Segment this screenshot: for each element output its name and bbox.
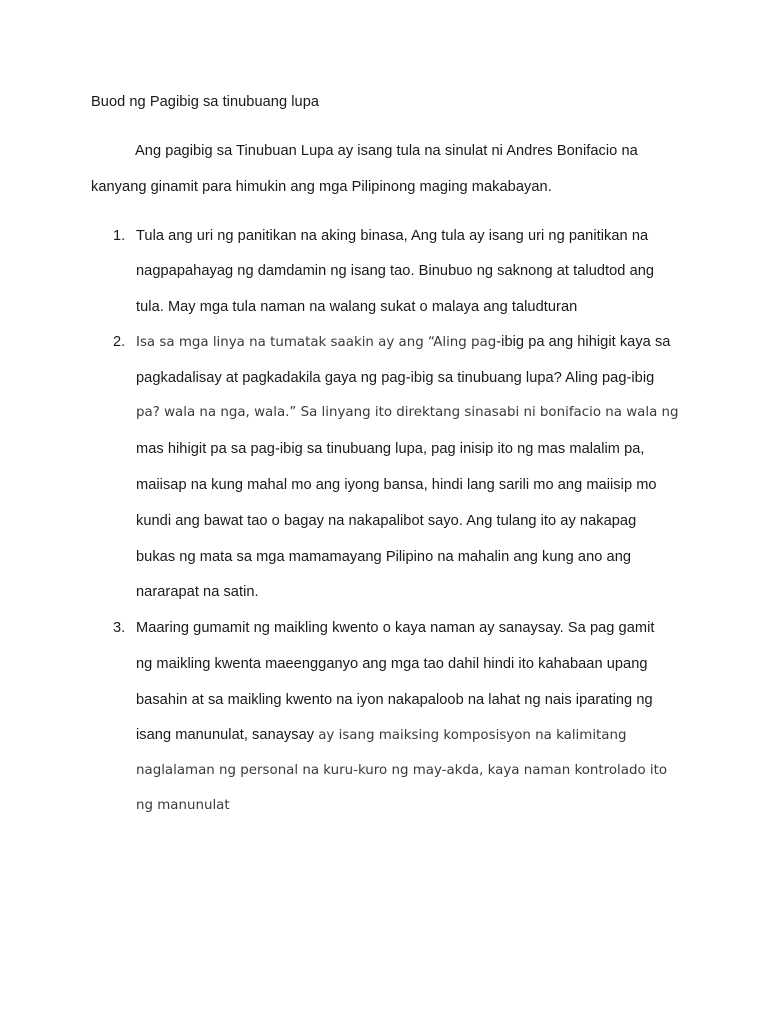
list-item-line: kundi ang bawat tao o bagay na nakapalibot sayo. Ang tulang ito ay nakapag (136, 513, 637, 529)
list-item-line: nararapat na satin. (136, 584, 259, 600)
list-item-line (136, 726, 626, 745)
document-title: Buod ng Pagibig sa tinubuang lupa (91, 94, 320, 110)
list-item-line: pa? wala na nga, wala.” Sa linyang ito direktang sinasabi ni bonifacio na wala ng (136, 405, 679, 420)
list-number: 1. (113, 228, 126, 244)
list-item-line: Tula ang uri ng panitikan na aking binasa, Ang tula ay isang uri ng panitikan na (136, 228, 649, 244)
list-item-text-segment: Isa sa mga linya na tumatak saakin ay ang “Aling pag (136, 335, 497, 350)
intro-line: kanyang ginamit para himukin ang mga Pilipinong maging makabayan. (91, 179, 552, 195)
list-item-text-segment: isang manunulat, sanaysay (136, 727, 319, 743)
list-item-line: tula. May mga tula naman na walang sukat o malaya ang taludturan (136, 299, 578, 315)
list-item-line: maiisap na kung mahal mo ang iyong bansa, hindi lang sarili mo ang maiisip mo (136, 477, 657, 493)
list-item-line: naglalaman ng personal na kuru-kuro ng may-akda, kaya naman kontrolado ito (136, 763, 668, 778)
list-number: 3. (113, 620, 126, 636)
list-item-line: nagpapahayag ng damdamin ng isang tao. Binubuo ng saknong at taludtod ang (136, 263, 655, 279)
list-item-text-segment: -ibig pa ang hihigit kaya sa (496, 334, 671, 350)
intro-line: Ang pagibig sa Tinubuan Lupa ay isang tula na sinulat ni Andres Bonifacio na (135, 143, 638, 159)
list-item-line: pagkadalisay at pagkadakila gaya ng pag-ibig sa tinubuang lupa? Aling pag-ibig (136, 370, 655, 386)
list-number: 2. (113, 334, 126, 350)
list-item-text-segment: ay isang maiksing komposisyon na kalimitang (318, 728, 627, 743)
list-item-line (136, 333, 670, 352)
list-item-line: ng maikling kwenta maeengganyo ang mga tao dahil hindi ito kahabaan upang (136, 656, 648, 672)
list-item-line: ng manunulat (136, 798, 230, 813)
list-item-line: Maaring gumamit ng maikling kwento o kaya naman ay sanaysay. Sa pag gamit (136, 620, 655, 636)
list-item-line: mas hihigit pa sa pag-ibig sa tinubuang lupa, pag inisip ito ng mas malalim pa, (136, 441, 645, 457)
list-item-line: basahin at sa maikling kwento na iyon nakapaloob na lahat ng nais iparating ng (136, 692, 653, 708)
list-item-line: bukas ng mata sa mga mamamayang Pilipino na mahalin ang kung ano ang (136, 549, 632, 565)
